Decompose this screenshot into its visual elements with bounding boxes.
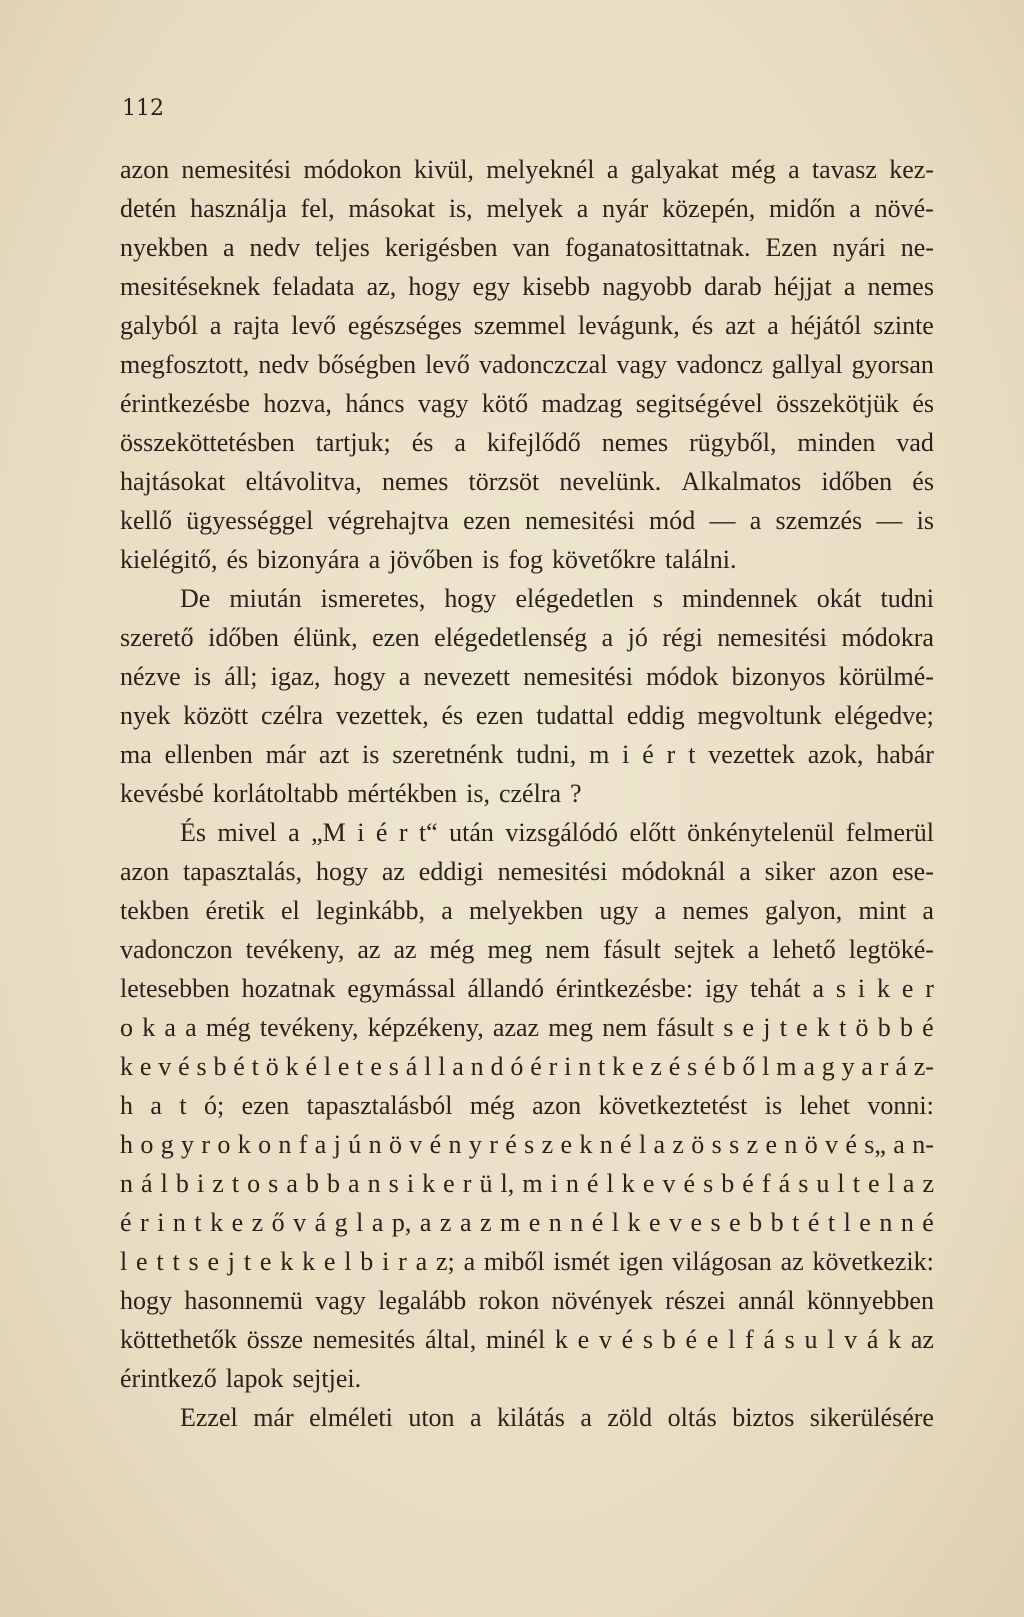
text-line: letesebben hozatnak egymással állandó érintkezésbe: igy tehát a s i k e r <box>120 974 934 1003</box>
text-line: megfosztott, nedv bőségben levő vadonczczal vagy vadoncz gallyal gyorsan <box>120 350 934 379</box>
text-line: k e v é s b é t ö k é l e t e s á l l a n d ó é r i n t k e z é s é b ő l m a g y a r á z- <box>120 1052 934 1081</box>
text-line: h a t ó; ezen tapasztalásból még azon következtetést is lehet vonni: <box>120 1091 934 1120</box>
text-line: o k a a még tevékeny, képzékeny, azaz meg nem fásult s e j t e k t ö b b é <box>120 1013 934 1042</box>
text-line: azon tapasztalás, hogy az eddigi nemesitési módoknál a siker azon ese- <box>120 857 934 886</box>
text-line: ma ellenben már azt is szeretnénk tudni, m i é r t vezettek azok, habár <box>120 740 934 769</box>
text-line: galyból a rajta levő egészséges szemmel levágunk, és azt a héjától szinte <box>120 311 934 340</box>
text-line: De miután ismeretes, hogy elégedetlen s mindennek okát tudni <box>180 584 934 613</box>
body-text <box>120 150 934 1437</box>
text-line: köttethetők össze nemesités által, minél k e v é s b é e l f á s u l v á k az <box>120 1325 934 1354</box>
text-line: l e t t s e j t e k k e l b i r a z; a miből ismét igen világosan az következik: <box>120 1247 934 1276</box>
text-line: tekben éretik el leginkább, a melyekben ugy a nemes galyon, mint a <box>120 896 934 925</box>
text-line: hajtásokat eltávolitva, nemes törzsöt nevelünk. Alkalmatos időben és <box>120 467 934 496</box>
text-line: é r i n t k e z ő v á g l a p, a z a z m e n n é l k e v e s e b b t é t l e n n é <box>120 1208 934 1237</box>
text-line: vadonczon tevékeny, az az még meg nem fásult sejtek a lehető legtöké- <box>120 935 934 964</box>
text-line: azon nemesitési módokon kivül, melyeknél a galyakat még a tavasz kez- <box>120 155 934 184</box>
text-line: nyek között czélra vezettek, és ezen tudattal eddig megvoltunk elégedve; <box>120 701 934 730</box>
text-line: kellő ügyességgel végrehajtva ezen nemesitési mód — a szemzés — is <box>120 506 934 535</box>
text-line: detén használja fel, másokat is, melyek a nyár közepén, midőn a növé- <box>120 194 934 223</box>
text-line: h o g y r o k o n f a j ú n ö v é n y r é s z e k n é l a z ö s s z e n ö v é s„ a n- <box>120 1130 934 1159</box>
text-line: érintkező lapok sejtjei. <box>120 1364 362 1393</box>
text-line: szerető időben élünk, ezen elégedetlenség a jó régi nemesitési módokra <box>120 623 934 652</box>
text-line: kevésbé korlátoltabb mértékben is, czélra ? <box>120 779 582 808</box>
text-line: És mivel a „M i é r t“ után vizsgálódó előtt önkénytelenül felmerül <box>180 818 934 847</box>
text-line: n á l b i z t o s a b b a n s i k e r ü l, m i n é l k e v é s b é f á s u l t e l a z <box>120 1169 934 1198</box>
text-line: mesitéseknek feladata az, hogy egy kisebb nagyobb darab héjjat a nemes <box>120 272 934 301</box>
text-line: Ezzel már elméleti uton a kilátás a zöld oltás biztos sikerülésére <box>180 1403 934 1432</box>
text-line: hogy hasonnemü vagy legalább rokon növények részei annál könnyebben <box>120 1286 934 1315</box>
text-line: összeköttetésben tartjuk; és a kifejlődő nemes rügyből, minden vad <box>120 428 934 457</box>
text-line: érintkezésbe hozva, háncs vagy kötő madzag segitségével összekötjük és <box>120 389 934 418</box>
text-line: nézve is áll; igaz, hogy a nevezett nemesitési módok bizonyos körülmé- <box>120 662 934 691</box>
page-number: 112 <box>122 96 164 121</box>
text-line: nyekben a nedv teljes kerigésben van foganatosittatnak. Ezen nyári ne- <box>120 233 934 262</box>
text-line: kielégitő, és bizonyára a jövőben is fog követőkre találni. <box>120 545 737 574</box>
